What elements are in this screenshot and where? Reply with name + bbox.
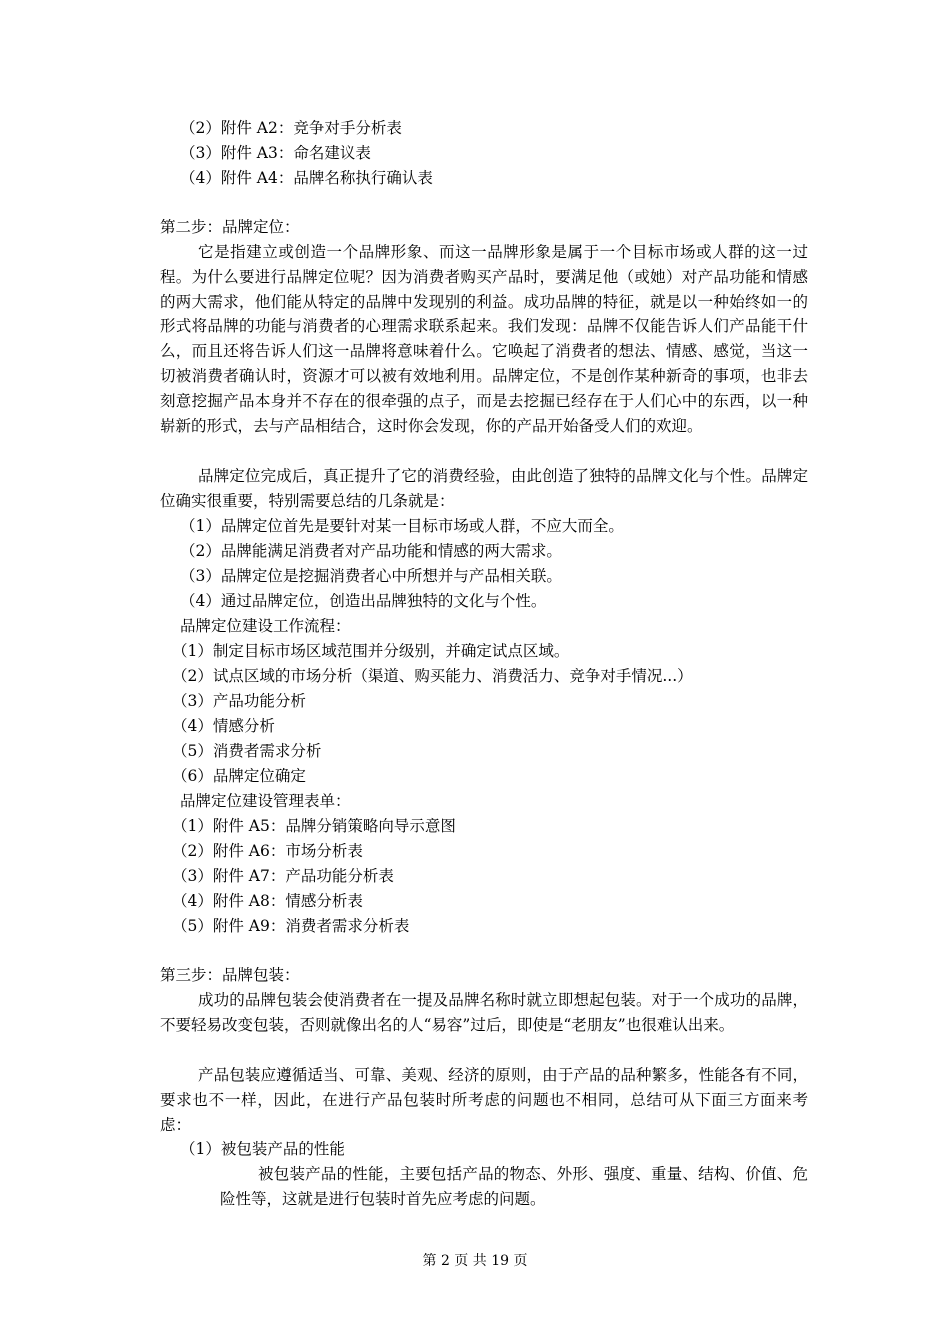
paragraph [160,464,808,514]
list-item: （6）品牌定位确定 [172,767,306,785]
list-item: （5）消费者需求分析 [172,742,322,760]
paragraph [160,240,808,438]
list-item: （2）试点区域的市场分析（渠道、购买能力、消费活力、竞争对手情况...） [172,667,693,685]
list-item: （4）通过品牌定位，创造出品牌独特的文化与个性。 [180,592,547,610]
paragraph-text: 品牌定位完成后，真正提升了它的消费经验，由此创造了独特的品牌文化与个性。品牌定位确实很重要，特别需要总结的几条就是： [160,467,808,510]
paragraph-text: 被包装产品的性能，主要包括产品的物态、外形、强度、重量、结构、价值、危险性等，这就是进行包装时首先应考虑的问题。 [220,1165,808,1208]
paragraph-text: 成功的品牌包装会使消费者在一提及品牌名称时就立即想起包装。对于一个成功的品牌，不要轻易改变包装，否则就像出名的人“易容”过后，即使是“老朋友”也很难认出来。 [160,991,808,1034]
subsection-title: 品牌定位建设工作流程： [180,617,351,635]
paragraph-text: 它是指建立或创造一个品牌形象、而这一品牌形象是属于一个目标市场或人群的这一过程。为什么要进行品牌定位呢？因为消费者购买产品时，要满足他（或她）对产品功能和情感的两大需求，他们能从特定的品牌中发现别的利益。成功品牌的特征，就是以一种始终如一的形式将品牌的功能与消费者的心理需求联系起来。我们发现：品牌不仅能告诉人们产品能干什么，而且还将告诉人们这一品牌将意味着什么。它唤起了消费者的想法、情感、感觉，当这一切被消费者确认时，资源才可以被有效地利用。品牌定位，不是创作某种新奇的事项，也非去刻意挖掘产品本身并不存在的很牵强的点子，而是去挖掘已经存在于人们心中的东西，以一种崭新的形式，去与产品相结合，这时你会发现，你的产品开始备受人们的欢迎。 [160,243,808,435]
list-item: （2）品牌能满足消费者对产品功能和情感的两大需求。 [180,542,562,560]
list-item: （1）附件 A5：品牌分销策略向导示意图 [172,817,456,835]
list-item: （3）附件 A3：命名建议表 [180,144,371,162]
list-item: （4）情感分析 [172,717,275,735]
section-heading: 第三步：品牌包装： [160,966,300,984]
list-item: （3）产品功能分析 [172,692,306,710]
paragraph [160,988,808,1038]
list-item: （1）被包装产品的性能 [180,1140,345,1158]
list-item: （3）品牌定位是挖掘消费者心中所想并与产品相关联。 [180,567,562,585]
section-heading: 第二步：品牌定位： [160,218,300,236]
list-item: （4）附件 A4：品牌名称执行确认表 [180,169,433,187]
paragraph [160,1063,808,1137]
list-item: （3）附件 A7：产品功能分析表 [172,867,394,885]
page-footer: 第 2 页 共 19 页 [422,1253,528,1269]
paragraph [220,1162,808,1212]
list-item: （2）附件 A2：竞争对手分析表 [180,119,402,137]
subsection-title: 品牌定位建设管理表单： [180,792,351,810]
paragraph-text: 产品包装应遵循适当、可靠、美观、经济的原则，由于产品的品种繁多，性能各有不同，要求也不一样，因此，在进行产品包装时所考虑的问题也不相同，总结可从下面三方面来考虑： [160,1066,808,1134]
list-item: （2）附件 A6：市场分析表 [172,842,363,860]
list-item: （1）品牌定位首先是要针对某一目标市场或人群，不应大而全。 [180,517,624,535]
list-item: （4）附件 A8：情感分析表 [172,892,363,910]
list-item: （1）制定目标市场区域范围并分级别，并确定试点区域。 [172,642,570,660]
list-item: （5）附件 A9：消费者需求分析表 [172,917,410,935]
